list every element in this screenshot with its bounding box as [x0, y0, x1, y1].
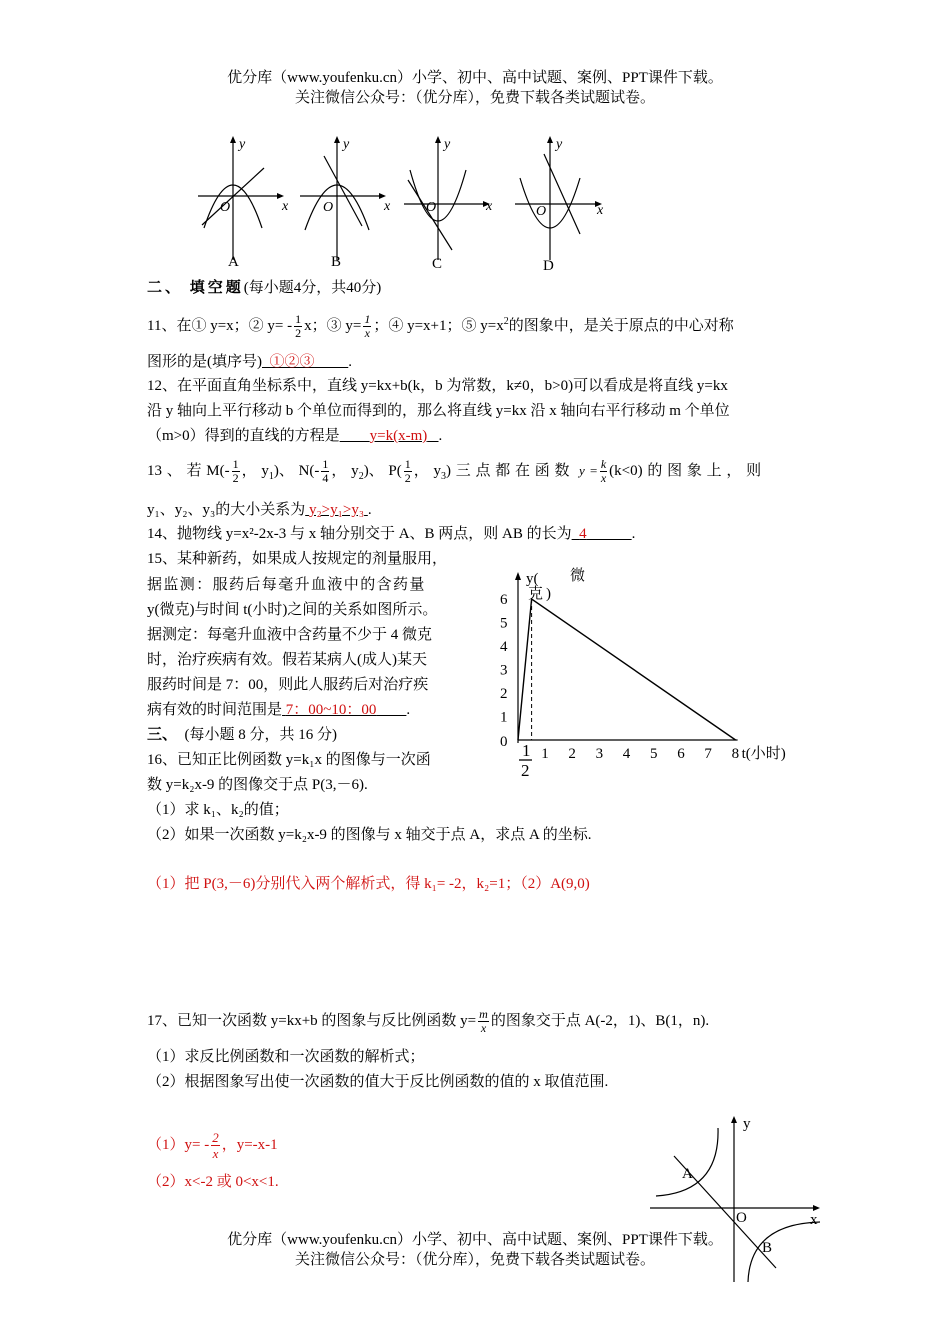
q17-t2: 的图象交于点 A(-2，1)、B(1，n). [490, 1012, 710, 1029]
q11-text-b: x；③ y= [304, 318, 362, 334]
q16-answer: （1）把 P(3,－6)分别代入两个解析式，得 k₁= -2，k₂=1；（2）A(9,0) [147, 876, 590, 892]
q12-line-1: 12、在平面直角坐标系中，直线 y=kx+b(k，b 为常数，k≠0，b>0)可以看成是将直线 y=kx [147, 378, 728, 394]
x-tick-label: 4 [622, 746, 631, 762]
q13-fy: y = [579, 462, 598, 478]
q15-end: . [406, 702, 411, 718]
q11-text-a: 11、在① y=x；② y= - [147, 318, 293, 334]
graph-b-y-label: y [343, 137, 350, 152]
q12-answer: y=k(x-m) [369, 428, 428, 444]
q15-line-4: 据测定：每毫升血液中含药量不少于 4 微克 [147, 627, 433, 643]
q13-line-2-text: y₁、y₂、y₃的大小关系为 [147, 502, 306, 518]
q15-line-7 [147, 698, 410, 722]
q13-frac-4: $\frac{k}{x}$ [600, 457, 607, 485]
footer-line-2: 关注微信公众号：（优分库），免费下载各类试题试卷。 [294, 1252, 655, 1268]
q16-line-2: 数 y=k₂x-9 的图像交于点 P(3,－6). [147, 777, 368, 793]
graph-b-origin: O [323, 200, 334, 215]
graph-a-y-label: y [239, 137, 246, 152]
q15-line-1: 15、某种新药，如果成人按规定的剂量服用， [147, 551, 448, 567]
y-axis-arrow [515, 572, 521, 580]
q17-graph-x: x [810, 1212, 818, 1228]
q17-line-1 [147, 1008, 709, 1035]
x-tick-label: 3 [595, 746, 604, 762]
q13-t3: )、 N(- [273, 462, 320, 479]
q12-line-2: 沿 y 轴向上平行移动 b 个单位而得到的，那么将直线 y=kx 沿 x 轴向右平行移动 m 个单位 [147, 403, 730, 419]
half-label-den: 2 [521, 761, 530, 780]
header-line-2: 关注微信公众号：（优分库），免费下载各类试题试卷。 [294, 90, 655, 106]
header-line-1: 优分库（www.youfenku.cn）小学、初中、高中试题、案例、PPT课件下载。 [227, 70, 723, 86]
q13-t6: ， y [413, 462, 442, 479]
y-tick-label: 6 [500, 592, 508, 608]
q11-text-d: 的图象中，是关于原点的中心对称 [508, 318, 734, 334]
y-tick-label: 2 [500, 686, 508, 702]
q13-end: . [367, 502, 372, 518]
graph-d-x-label: x [597, 203, 604, 218]
y-axis-label-c: 克 [528, 586, 544, 602]
q15-answer-blank [282, 702, 406, 718]
y-tick-label: 4 [500, 639, 508, 655]
graph-a-x-label: x [282, 199, 289, 214]
q17-sub-1: （1）求反比例函数和一次函数的解析式； [147, 1049, 425, 1065]
half-label-num: 1 [522, 741, 531, 760]
q11-text-c: ；④ y=x+1；⑤ y=x [373, 318, 504, 334]
y-tick-label: 1 [500, 709, 508, 726]
q17-graph-origin: O [736, 1210, 747, 1226]
q13-answer: y₂>y₁>y₃ [308, 502, 365, 518]
q15-answer: 7：00~10：00 [285, 702, 377, 718]
q11-answer-blank [262, 354, 348, 370]
q13-t2: ， y [241, 462, 269, 479]
footer-line-1: 优分库（www.youfenku.cn）小学、初中、高中试题、案例、PPT课件下载。 [227, 1232, 723, 1248]
q17-answer-2: （2）x<-2 或 0<x<1. [147, 1174, 279, 1190]
q17-sub-2: （2）根据图象写出使一次函数的值大于反比例函数的值的 x 取值范围. [147, 1074, 609, 1090]
graph-c-y-label: y [444, 137, 451, 152]
q17-graph-y: y [743, 1116, 751, 1132]
q14-line [147, 522, 635, 546]
q12-answer-blank [340, 428, 439, 444]
q17-ans1-post: ，y=-x-1 [221, 1136, 278, 1153]
y-axis-label-b: 微 [570, 568, 586, 584]
q11-frac-2: $\frac{1}{x}$ [364, 312, 371, 341]
graph-c-origin: O [426, 200, 437, 215]
q14-answer-blank [572, 526, 632, 542]
q14-text: 14、抛物线 y=x²-2x-3 与 x 轴分别交于 A、B 两点，则 AB 的长为 [147, 526, 572, 542]
q17-frac: $\frac{m}{x}$ [479, 1007, 488, 1035]
q11-line-2-text: 图形的是(填序号) [147, 354, 262, 370]
x-tick-label: 6 [677, 746, 685, 762]
q13-frac-1: $\frac{1}{2}$ [232, 457, 239, 485]
q11-end: . [348, 354, 353, 370]
y-tick-label: 5 [500, 615, 508, 632]
q15-last-pre: 病有效的时间范围是 [147, 702, 283, 718]
origin-label: 0 [500, 734, 508, 750]
graph-d-origin: O [536, 204, 547, 219]
section-2-title: 二、 填空题 [147, 280, 244, 296]
q16-sub-2: （2）如果一次函数 y=k₂x-9 的图像与 x 轴交于点 A，求点 A 的坐标. [147, 827, 592, 843]
q11-line-1 [147, 310, 734, 340]
section-3-heading [147, 723, 337, 747]
q12-line-3-text: （m>0）得到的直线的方程是 [147, 428, 340, 444]
q17-graph-b: B [762, 1240, 773, 1256]
x-axis-label: t(小时) [741, 746, 786, 762]
q13-answer-blank [305, 502, 368, 518]
x-tick-label: 1 [541, 746, 549, 762]
section-3-title: 三、 [147, 727, 178, 743]
y-axis-label-a: y( [526, 571, 539, 587]
graph-c-x-label: x [486, 199, 493, 214]
q15-line-6: 服药时间是 7：00，则此人服药后对治疗疾 [147, 677, 429, 693]
q14-answer: 4 [579, 526, 587, 542]
graph-a-label: A [228, 254, 239, 270]
q13-line-1: 13 、 若 M(- $\frac{1}{2}$ ， $y_1$)、 N(- $\frac{1}{4}$ ， $y_2$)、 P( $\frac{1}{2}$ ， $y_3$) 三 点 都 在 函 数 y = $\frac{k}{x}$ (k<0) 的 图 象 上 ， 则 [147, 457, 762, 485]
q15-line-5: 时，治疗疾病有效。假若某病人(成人)某天 [147, 652, 427, 668]
q11-line-2 [147, 350, 352, 374]
series-line [518, 599, 736, 740]
q16-line-1: 16、已知正比例函数 y=k₁x 的图像与一次函 [147, 752, 431, 768]
graph-d-y-label: y [556, 137, 563, 152]
graph-c-label: C [432, 256, 443, 272]
q13-t1: 13 、 若 M(- [147, 462, 230, 479]
x-tick-label: 7 [704, 746, 712, 762]
q12-end: . [438, 428, 443, 444]
q17-t1: 17、已知一次函数 y=kx+b 的图象与反比例函数 y= [147, 1012, 477, 1029]
q11-answer: ①②③ [269, 354, 315, 370]
q17-graph-a: A [682, 1166, 693, 1182]
option-graphs [190, 130, 620, 275]
q13-frac-2: $\frac{1}{4}$ [322, 457, 329, 485]
q17-ans1-frac: $\frac{2}{x}$ [212, 1130, 219, 1161]
y-axis-label-d: ) [546, 586, 551, 602]
q12-line-3 [147, 424, 442, 448]
q13-t5: )、 P( [363, 462, 402, 479]
x-tick-label: 2 [568, 746, 576, 762]
q11-frac-1: $\frac{1}{2}$ [295, 312, 302, 341]
section-2-heading [147, 276, 381, 300]
x-tick-label: 8 [731, 746, 740, 762]
section-2-note: (每小题4分，共40分) [243, 280, 382, 296]
graph-b-x-label: x [384, 199, 391, 214]
q16-sub-1: （1）求 k₁、k₂的值； [147, 802, 289, 818]
y-tick-label: 3 [500, 662, 508, 679]
q17-ans1-pre: （1）y= - [147, 1136, 210, 1153]
x-tick-label: 5 [650, 746, 658, 762]
section-3-note: (每小题 8 分，共 16 分) [184, 727, 338, 743]
drug-concentration-chart [490, 560, 810, 780]
q13-t7: ) 三 点 都 在 函 数 [446, 462, 570, 479]
graph-b-label: B [331, 254, 342, 270]
graph-d-label: D [543, 258, 554, 274]
q15-line-3: y(微克)与时间 t(小时)之间的关系如图所示。 [147, 602, 438, 618]
q13-t4: ， y [331, 462, 359, 479]
q13-line-2 [147, 498, 372, 522]
q13-frac-3: $\frac{1}{2}$ [404, 457, 411, 485]
q11-sup: 2 [503, 316, 509, 327]
q14-end: . [631, 526, 636, 542]
q17-answer-1 [147, 1130, 278, 1161]
q15-line-2: 据监测：服药后每毫升血液中的含药量 [147, 577, 426, 593]
q13-t8: (k<0) 的 图 象 上 ， 则 [609, 462, 762, 479]
graph-a-origin: O [220, 200, 231, 215]
